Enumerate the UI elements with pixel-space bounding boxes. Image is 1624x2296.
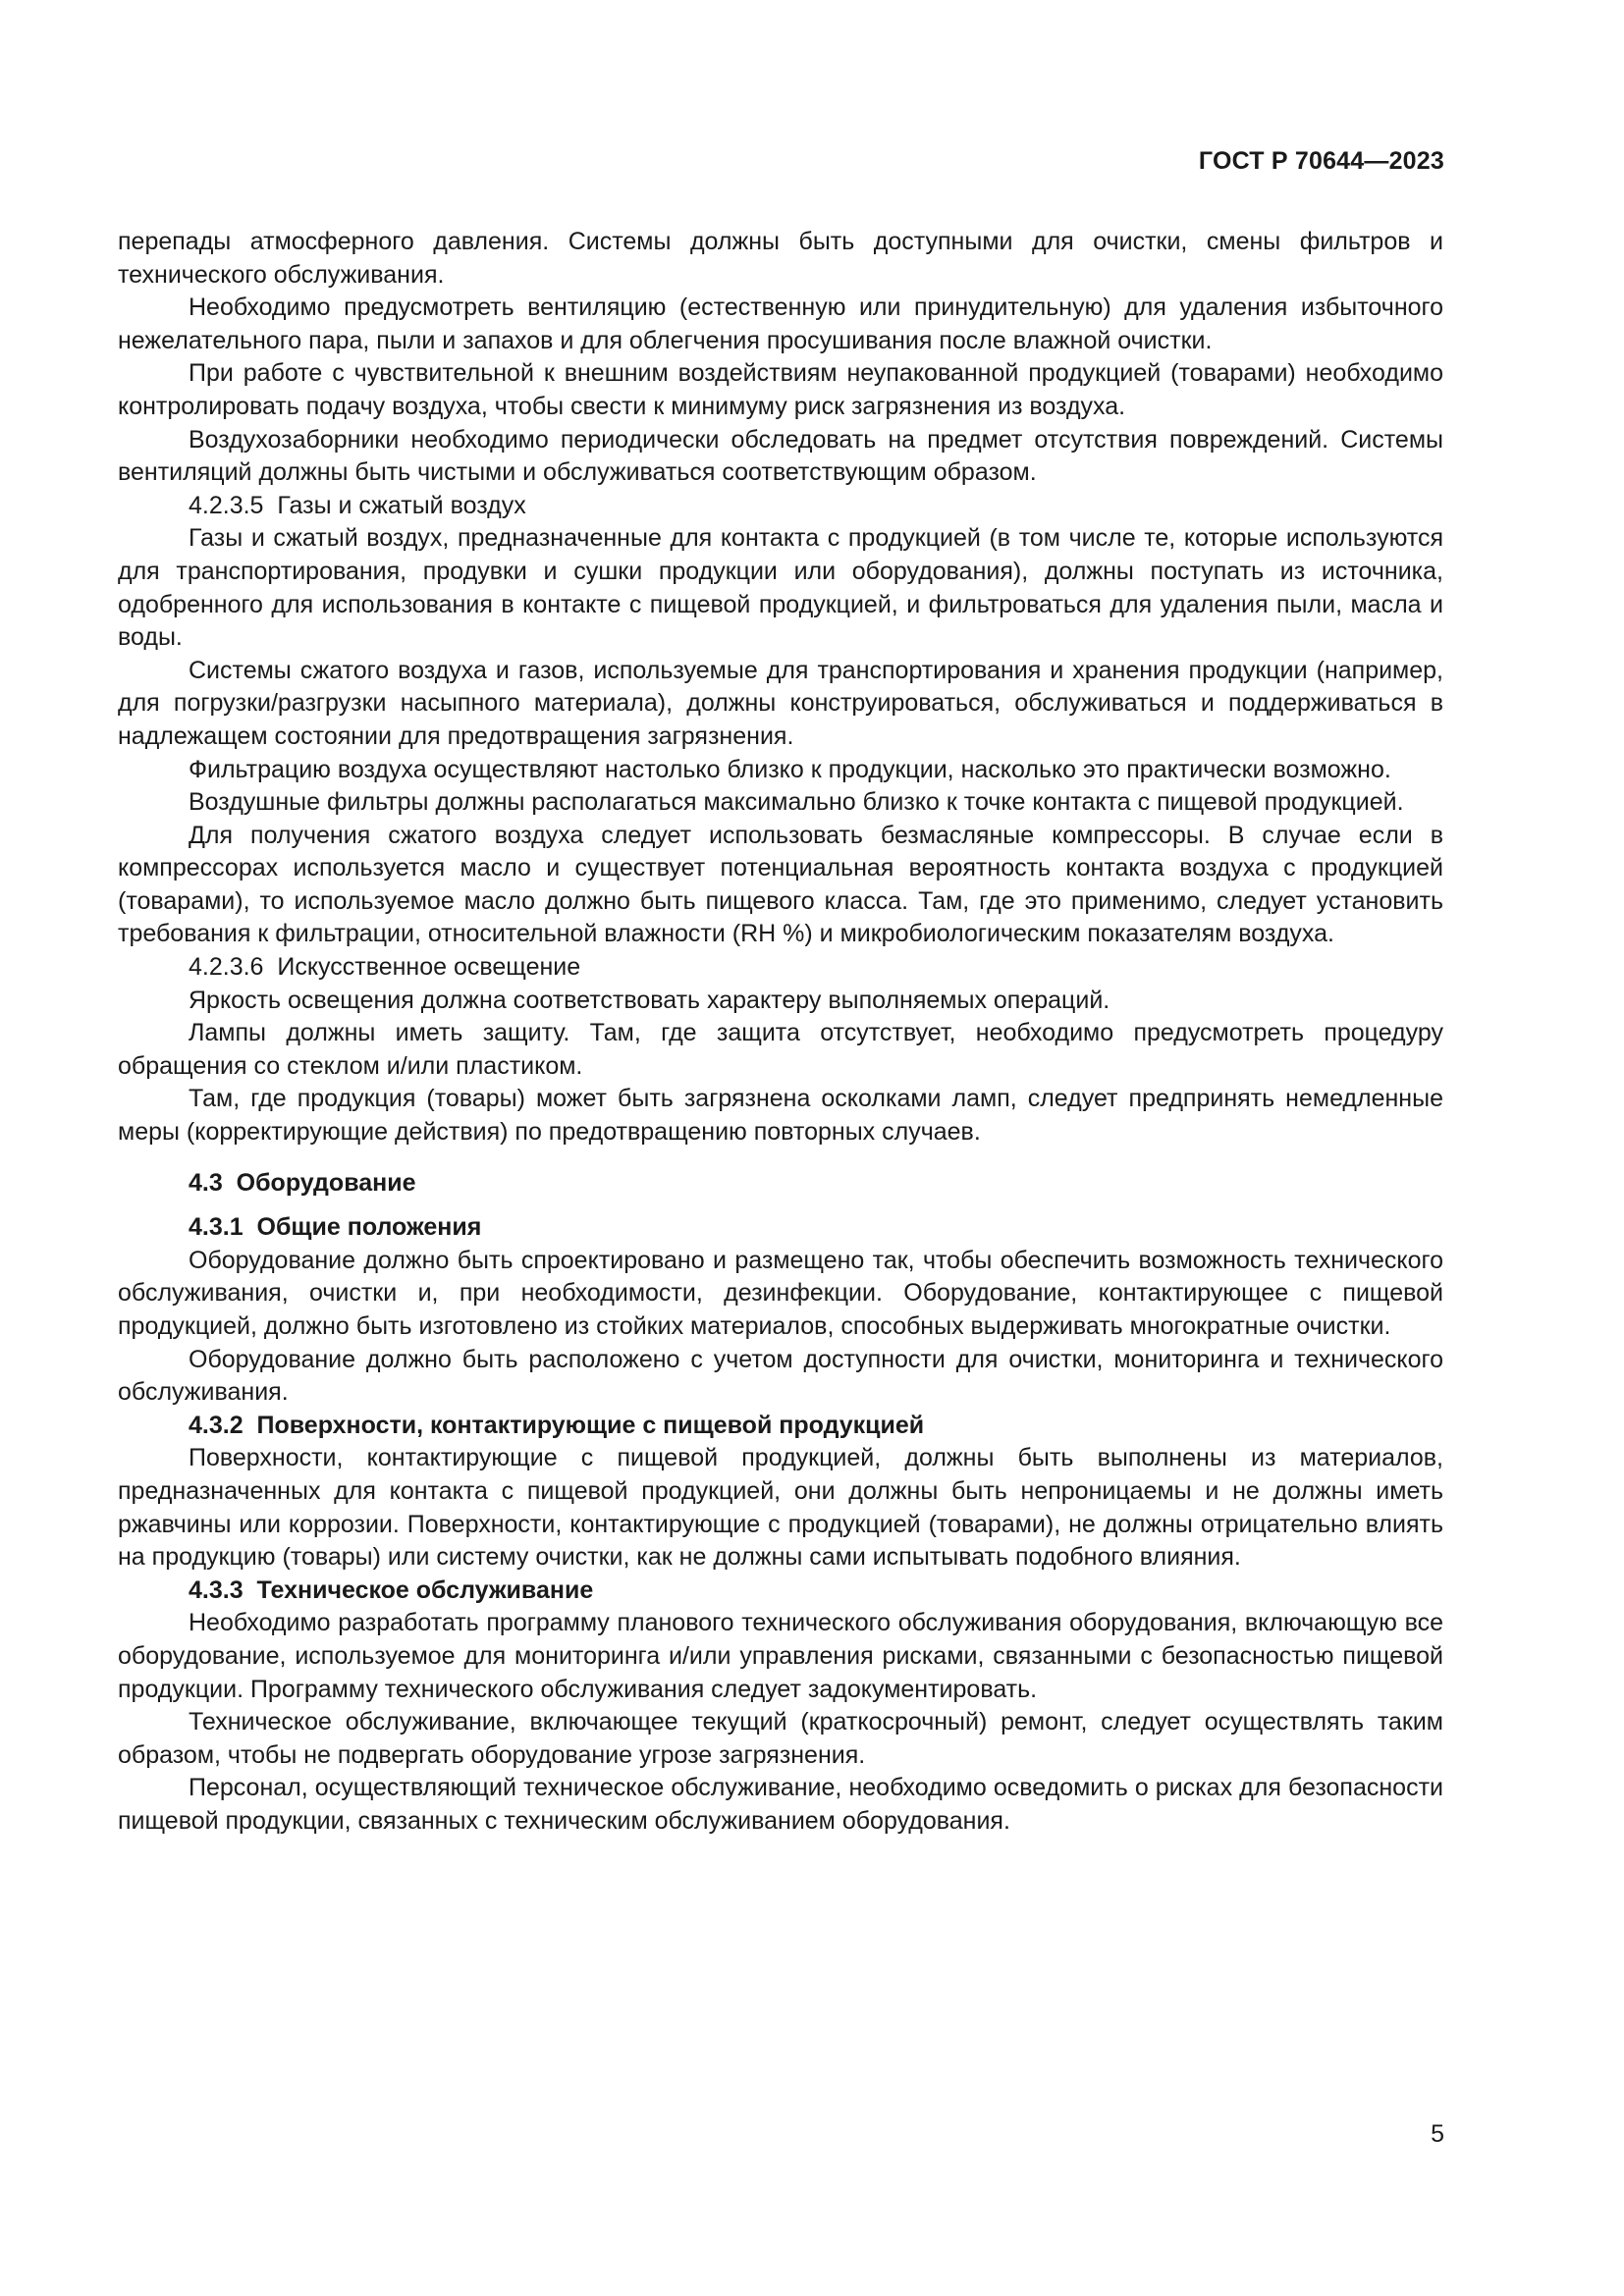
paragraph: Воздушные фильтры должны располагаться максимально близко к точке контакта с пищевой продукцией. bbox=[189, 788, 1404, 817]
paragraph: Яркость освещения должна соответствовать характеру выполняемых операций. bbox=[189, 986, 1110, 1014]
paragraph: Фильтрацию воздуха осуществляют настолько близко к продукции, насколько это практически возможно. bbox=[189, 755, 1391, 783]
document-header-id: ГОСТ Р 70644—2023 bbox=[1198, 147, 1444, 175]
section-heading bbox=[118, 1410, 1443, 1443]
paragraph: Воздухозаборники необходимо периодически обследовать на предмет отсутствия повреждений. Системы вентиляций должны быть чистыми и обслуживаться соответствующим образом. bbox=[118, 425, 1443, 487]
paragraph: Оборудование должно быть спроектировано и размещено так, чтобы обеспечить возможность технического обслуживания, очистки и, при необходимости, дезинфекции. Оборудование, контактирующее с пищевой продукцией, должно быть изготовлено из стойких материалов, способных выдерживать многократные очистки. bbox=[118, 1246, 1443, 1340]
section-title: Оборудование bbox=[236, 1168, 416, 1197]
section-number: 4.3.1 bbox=[189, 1213, 244, 1242]
paragraph: Техническое обслуживание, включающее текущий (краткосрочный) ремонт, следует осуществлять таким образом, чтобы не подвергать оборудование угрозе загрязнения. bbox=[118, 1708, 1443, 1769]
document-body bbox=[118, 226, 1443, 1839]
section-number: 4.2.3.6 bbox=[189, 953, 264, 982]
paragraph: Персонал, осуществляющий техническое обслуживание, необходимо осведомить о рисках для безопасности пищевой продукции, связанных с техническим обслуживанием оборудования. bbox=[118, 1774, 1443, 1835]
section-heading bbox=[118, 490, 1443, 523]
section-number: 4.3 bbox=[189, 1168, 223, 1197]
paragraph: Поверхности, контактирующие с пищевой продукцией, должны быть выполнены из материалов, предназначенных для контакта с пищевой продукцией, они должны быть непроницаемы и не должны иметь ржавчины или коррозии. Поверхности, контактирующие с продукцией (товарами), не должны отрицательно влиять на продукцию (товары) или систему очистки, как не должны сами испытывать подобного влияния. bbox=[118, 1444, 1443, 1572]
section-heading bbox=[118, 1575, 1443, 1608]
section-title: Поверхности, контактирующие с пищевой продукцией bbox=[256, 1411, 925, 1439]
section-number: 4.3.2 bbox=[189, 1411, 244, 1439]
paragraph: Необходимо предусмотреть вентиляцию (естественную или принудительную) для удаления избыточного нежелательного пара, пыли и запахов и для облегчения просушивания после влажной очистки. bbox=[118, 294, 1443, 354]
paragraph: Для получения сжатого воздуха следует использовать безмасляные компрессоры. В случае если в компрессорах используется масло и существует потенциальная вероятность контакта воздуха с продукцией (товарами), то используемое масло должно быть пищевого класса. Там, где это применимо, следует установить требования к фильтрации, относительной влажности (RH %) и микробиологическим показателям воздуха. bbox=[118, 821, 1443, 948]
section-heading bbox=[118, 1167, 1443, 1201]
section-title: Техническое обслуживание bbox=[256, 1575, 594, 1604]
paragraph: перепады атмосферного давления. Системы должны быть доступными для очистки, смены фильтров и технического обслуживания. bbox=[118, 228, 1443, 289]
paragraph: При работе с чувствительной к внешним воздействиям неупакованной продукцией (товарами) необходимо контролировать подачу воздуха, чтобы свести к минимуму риск загрязнения из воздуха. bbox=[118, 359, 1443, 420]
paragraph: Там, где продукция (товары) может быть загрязнена осколками ламп, следует предпринять немедленные меры (корректирующие действия) по предотвращению повторных случаев. bbox=[118, 1085, 1443, 1147]
page-number: 5 bbox=[1431, 2120, 1444, 2148]
paragraph: Системы сжатого воздуха и газов, используемые для транспортирования и хранения продукции (например, для погрузки/разгрузки насыпного материала), должны конструироваться, обслуживаться и поддерживаться в надлежащем состоянии для предотвращения загрязнения. bbox=[118, 656, 1443, 750]
section-number: 4.3.3 bbox=[189, 1575, 244, 1604]
paragraph: Лампы должны иметь защиту. Там, где защита отсутствует, необходимо предусмотреть процедуру обращения со стеклом и/или пластиком. bbox=[118, 1019, 1443, 1080]
paragraph: Газы и сжатый воздух, предназначенные для контакта с продукцией (в том числе те, которые используются для транспортирования, продувки и сушки продукции или оборудования), должны поступать из источника, одобренного для использования в контакте с пищевой продукцией, и фильтроваться для удаления пыли, масла и воды. bbox=[118, 524, 1443, 652]
section-number: 4.2.3.5 bbox=[189, 491, 264, 519]
section-title: Общие положения bbox=[256, 1213, 482, 1242]
section-title: Искусственное освещение bbox=[277, 953, 581, 982]
section-heading bbox=[118, 951, 1443, 985]
section-title: Газы и сжатый воздух bbox=[277, 491, 526, 519]
paragraph: Необходимо разработать программу планового технического обслуживания оборудования, включающую все оборудование, используемое для мониторинга и/или управления рисками, связанными с безопасностью пищевой продукции. Программу технического обслуживания следует задокументировать. bbox=[118, 1609, 1443, 1703]
paragraph: Оборудование должно быть расположено с учетом доступности для очистки, мониторинга и технического обслуживания. bbox=[118, 1345, 1443, 1407]
section-heading bbox=[118, 1211, 1443, 1245]
